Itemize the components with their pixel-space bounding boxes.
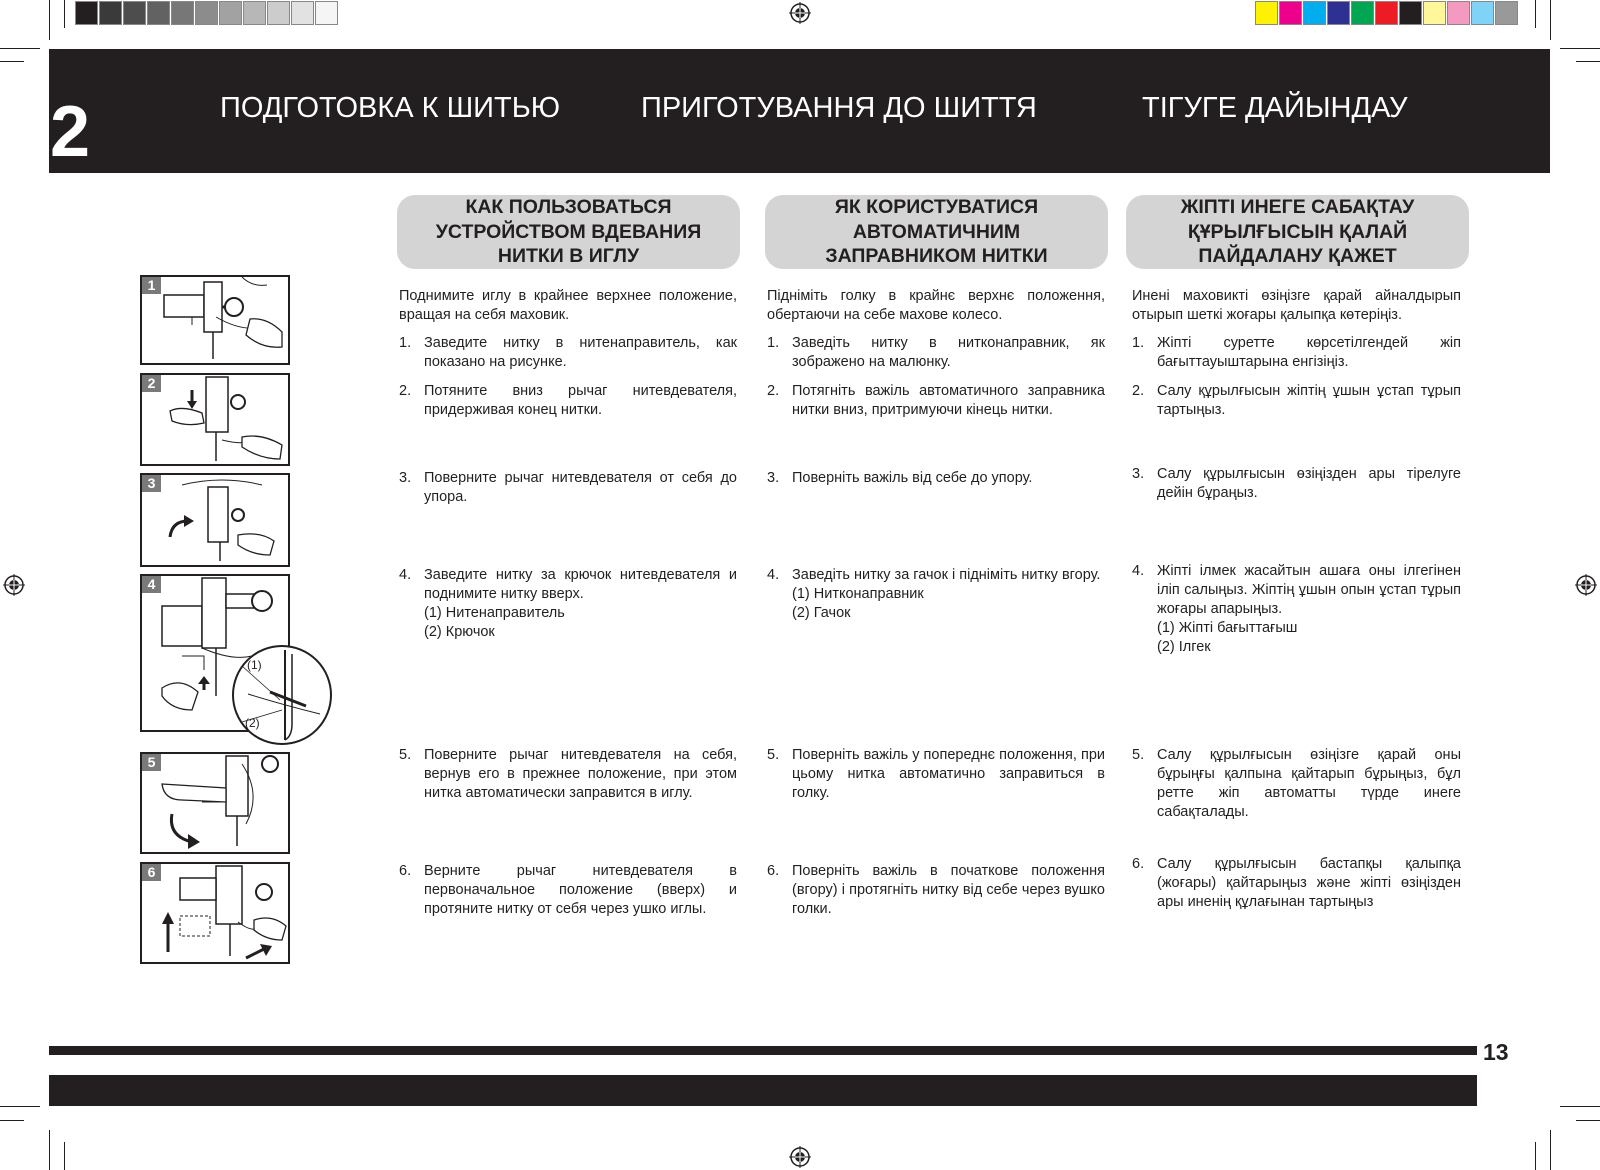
step-number: 5. [767, 747, 780, 763]
step-number: 5. [399, 747, 412, 763]
chapter-title-uk: ПРИГОТУВАННЯ ДО ШИТТЯ [641, 92, 1037, 124]
crop-mark [0, 1120, 24, 1121]
chapter-title-ru: ПОДГОТОВКА К ШИТЬЮ [220, 92, 561, 124]
figure-step-4 [140, 574, 290, 732]
footer-rule [49, 1046, 1477, 1055]
color-swatch [1303, 1, 1326, 25]
section-heading-line: ЗАПРАВНИКОМ НИТКИ [825, 245, 1048, 268]
color-swatch [123, 1, 146, 25]
step-number: 6. [1132, 856, 1145, 872]
color-swatch [147, 1, 170, 25]
crop-mark [0, 61, 24, 62]
crop-mark [1560, 1106, 1600, 1107]
step-text: Салу құрылғысын бастапқы қалыпқа (жоғары) қайтарыңыз және жіпті өзіңізден ары иненің құлағынан тартыңыз [1157, 856, 1461, 910]
step-ru-3 [399, 469, 737, 507]
step-number: 4. [767, 567, 780, 583]
crop-mark [64, 1142, 65, 1170]
step-number: 6. [767, 863, 780, 879]
step-number: 3. [1132, 466, 1145, 482]
crop-mark [1560, 48, 1600, 49]
step-text: Заведите нитку за крючок нитевдевателя и поднимите нитку вверх. [424, 567, 737, 602]
crop-mark [49, 1130, 50, 1170]
section-heading-line: ПАЙДАЛАНУ ҚАЖЕТ [1198, 245, 1397, 268]
step-uk-5 [767, 746, 1105, 803]
section-heading-line: НИТКИ В ИГЛУ [497, 245, 640, 268]
intro-paragraph-uk: Підніміть голку в крайнє верхнє положення, обертаючи на себе махове колесо. [767, 288, 1105, 323]
color-swatch [1351, 1, 1374, 25]
figure-step-3 [140, 473, 290, 567]
step-subitem: (2) Ілгек [1157, 639, 1211, 655]
figure-badge: 4 [142, 576, 161, 593]
figure-badge: 3 [142, 475, 161, 492]
crop-mark [1550, 1130, 1551, 1170]
step-uk-1 [767, 334, 1105, 372]
color-swatch [1423, 1, 1446, 25]
step-kk-4 [1132, 562, 1461, 657]
color-swatch [243, 1, 266, 25]
step-uk-6 [767, 862, 1105, 919]
step-number: 1. [399, 335, 412, 351]
step-ru-4 [399, 566, 737, 642]
step-text: Салу құрылғысын өзіңізге қарай оны бұрыңғы қалпына қайтарып бұрыңыз, бұл ретте жіп автоматты түрде инеге сабақталады. [1157, 747, 1461, 820]
figure-step-1 [140, 275, 290, 365]
registration-mark-icon [789, 2, 811, 24]
color-swatch [99, 1, 122, 25]
step-subitem: (2) Крючок [424, 624, 495, 640]
chapter-title-kk: ТІГУГЕ ДАЙЫНДАУ [1142, 92, 1408, 124]
section-heading-line: КАК ПОЛЬЗОВАТЬСЯ [465, 196, 672, 219]
step-ru-5 [399, 746, 737, 803]
step-subitem: (2) Гачок [792, 605, 851, 621]
section-heading-line: ҚҰРЫЛҒЫСЫН ҚАЛАЙ [1187, 220, 1408, 243]
color-swatch [291, 1, 314, 25]
needle-threading-step2-illustration-icon [142, 375, 288, 464]
needle-threading-step1-illustration-icon [142, 277, 288, 363]
step-kk-1 [1132, 334, 1461, 372]
crop-mark [0, 48, 40, 49]
step-number: 2. [767, 383, 780, 399]
step-subitem: (1) Жіпті бағыттағыш [1157, 620, 1298, 636]
color-swatch [1327, 1, 1350, 25]
step-kk-3 [1132, 465, 1461, 503]
step-number: 3. [399, 470, 412, 486]
step-ru-2 [399, 382, 737, 420]
crop-mark [0, 1106, 40, 1107]
figure-badge: 2 [142, 375, 161, 392]
step-number: 2. [1132, 383, 1145, 399]
step-kk-6 [1132, 855, 1461, 912]
color-swatch [75, 1, 98, 25]
section-heading-line: АВТОМАТИЧНИМ [852, 220, 1021, 243]
color-swatch [267, 1, 290, 25]
step-uk-4 [767, 566, 1105, 623]
step-number: 4. [1132, 563, 1145, 579]
step-subitem: (1) Нитконаправник [792, 586, 924, 602]
footer-band [49, 1075, 1477, 1106]
figure-step-6 [140, 862, 290, 964]
step-text: Поверніть важіль від себе до упору. [792, 470, 1033, 486]
intro-paragraph-ru: Поднимите иглу в крайнее верхнее положение, вращая на себя маховик. [399, 288, 737, 323]
color-swatch [315, 1, 338, 25]
crop-mark [1576, 61, 1600, 62]
crop-mark [1535, 1142, 1536, 1170]
section-heading-line: ЯК КОРИСТУВАТИСЯ [834, 196, 1039, 219]
step-text: Поверните рычаг нитевдевателя на себя, вернув его в прежнее положение, при этом нитка автоматически заправится в иглу. [424, 747, 737, 801]
step-text: Потяните вниз рычаг нитевдевателя, придерживая конец нитки. [424, 383, 737, 418]
step-subitem: (1) Нитенаправитель [424, 605, 565, 621]
figure-step-5 [140, 752, 290, 854]
color-swatch [1399, 1, 1422, 25]
step-text: Салу құрылғысын өзіңізден ары тірелуге дейін бұраңыз. [1157, 466, 1461, 501]
step-text: Поверніть важіль у попереднє положення, при цьому нитка автоматично заправиться в голку. [792, 747, 1105, 801]
step-uk-3 [767, 469, 1105, 488]
step-number: 1. [1132, 335, 1145, 351]
step-text: Поверните рычаг нитевдевателя от себя до упора. [424, 470, 737, 505]
registration-mark-icon [3, 574, 25, 596]
step-text: Заведіть нитку в нитконаправник, як зображено на малюнку. [792, 335, 1105, 370]
crop-mark [1550, 0, 1551, 40]
step-number: 3. [767, 470, 780, 486]
registration-mark-icon [789, 1146, 811, 1168]
needle-threading-step3-illustration-icon [142, 475, 288, 565]
step-number: 1. [767, 335, 780, 351]
callout-label: (2) [245, 716, 260, 730]
step-number: 2. [399, 383, 412, 399]
section-heading-ru [397, 195, 740, 269]
step-number: 6. [399, 863, 412, 879]
page-number: 13 [1483, 1039, 1509, 1065]
crop-mark [64, 0, 65, 28]
color-swatch [1495, 1, 1518, 25]
magnified-hook-detail-icon [230, 644, 334, 746]
section-heading-line: УСТРОЙСТВОМ ВДЕВАНИЯ [435, 220, 702, 243]
step-number: 5. [1132, 747, 1145, 763]
step-text: Верните рычаг нитевдевателя в первоначальное положение (вверх) и протяните нитку от себя через ушко иглы. [424, 863, 737, 917]
crop-mark [1576, 1120, 1600, 1121]
needle-threading-step5-illustration-icon [142, 754, 288, 852]
step-text: Потягніть важіль автоматичного заправника нитки вниз, притримуючи кінець нитки. [792, 383, 1105, 418]
step-text: Жіпті ілмек жасайтын ашаға оны ілгегінен іліп салыңыз. Жіптің ұшын опын ұстап тұрып жоғары апарыңыз. [1157, 563, 1461, 617]
color-swatch [195, 1, 218, 25]
step-text: Заведите нитку в нитенаправитель, как показано на рисунке. [424, 335, 737, 370]
step-number: 4. [399, 567, 412, 583]
step-text: Заведіть нитку за гачок і підніміть нитку вгору. [792, 567, 1101, 583]
color-swatch [1375, 1, 1398, 25]
section-heading-kk [1126, 195, 1469, 269]
color-swatch [171, 1, 194, 25]
step-kk-5 [1132, 746, 1461, 822]
step-text: Поверніть важіль в початкове положення (вгору) і протягніть нитку від себе через вушко голки. [792, 863, 1105, 917]
step-ru-6 [399, 862, 737, 919]
figure-badge: 5 [142, 754, 161, 771]
step-text: Жіпті суретте көрсетілгендей жіп бағыттауыштарына енгізіңіз. [1157, 335, 1461, 370]
color-swatch [1447, 1, 1470, 25]
crop-mark [1535, 0, 1536, 28]
section-heading-line: ЖІПТІ ИНЕГЕ САБАҚТАУ [1180, 196, 1415, 219]
section-heading-uk [765, 195, 1108, 269]
step-ru-1 [399, 334, 737, 372]
step-text: Салу құрылғысын жіптің ұшын ұстап тұрып тартыңыз. [1157, 383, 1461, 418]
crop-mark [49, 0, 50, 40]
step-uk-2 [767, 382, 1105, 420]
color-swatch [1255, 1, 1278, 25]
color-swatch [219, 1, 242, 25]
figure-badge: 1 [142, 277, 161, 294]
callout-label: (1) [247, 658, 262, 672]
intro-paragraph-kk: Инені маховикті өзіңізге қарай айналдырып отырып шеткі жоғары қалыпқа көтеріңіз. [1132, 288, 1461, 323]
registration-mark-icon [1575, 574, 1597, 596]
color-swatch [1279, 1, 1302, 25]
color-swatch [1471, 1, 1494, 25]
chapter-number: 2 [50, 92, 91, 172]
step-kk-2 [1132, 382, 1461, 420]
needle-threading-step6-illustration-icon [142, 864, 288, 962]
figure-badge: 6 [142, 864, 161, 881]
figure-step-2 [140, 373, 290, 466]
